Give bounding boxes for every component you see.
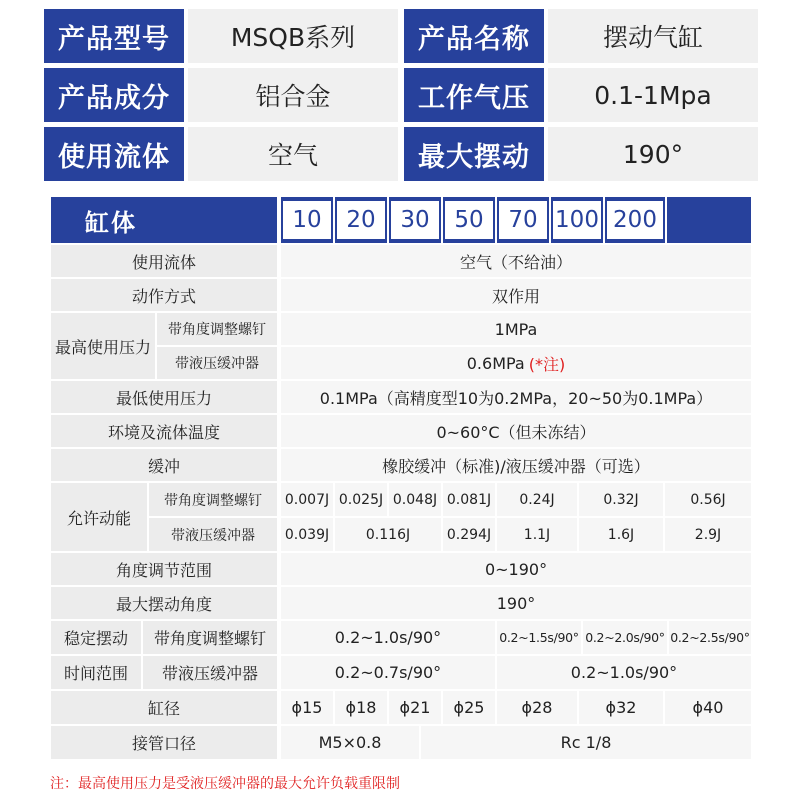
bore-50: 50 [445,201,493,239]
energy-damper-label: 带液压缓冲器 [149,518,277,551]
bore-header-70 [497,197,549,243]
max-angle-value: 190° [281,587,751,619]
bore-20: 20 [337,201,385,239]
table-title: 缸体 [51,197,277,243]
bore-diameter-100: ϕ32 [579,691,663,724]
bore-70: 70 [499,201,547,239]
action-row-label: 动作方式 [51,279,277,311]
stable-time-screw-label: 带角度调整螺钉 [143,621,277,654]
temperature-value: 0~60°C（但未冻结） [281,415,751,447]
angle-range-value: 0~190° [281,553,751,585]
bore-diameter-20: ϕ18 [335,691,387,724]
max-swing-value: 190° [548,127,758,181]
fluid-value: 空气 [188,127,398,181]
bore-200: 200 [607,201,663,239]
min-pressure-value: 0.1MPa（高精度型10为0.2MPa，20~50为0.1MPa） [281,381,751,413]
bore-diameter-10: ϕ15 [281,691,333,724]
bore-header-30 [389,197,441,243]
bore-header-200 [605,197,665,243]
spec-table [51,197,751,782]
bore-header-10 [281,197,333,243]
max-pressure-damper-label: 带液压缓冲器 [157,347,277,379]
bore-diameter-70: ϕ28 [497,691,577,724]
energy-screw-20: 0.025J [335,483,387,516]
energy-screw-50: 0.081J [443,483,495,516]
max-swing-label: 最大摆动 [404,127,544,181]
bore-30: 30 [391,201,439,239]
max-angle-label: 最大摆动角度 [51,587,277,619]
name-label: 产品名称 [404,9,544,63]
stable-time-damper-label: 带液压缓冲器 [143,656,277,689]
bore-diameter-30: ϕ21 [389,691,441,724]
energy-screw-10: 0.007J [281,483,333,516]
stable-time-label-line2: 时间范围 [51,656,141,689]
energy-damper-70: 1.1J [497,518,577,551]
bore-diameter-200: ϕ40 [665,691,751,724]
stable-time-screw-70: 0.2~1.5s/90° [497,621,581,654]
energy-damper-20-30: 0.116J [335,518,441,551]
cushion-label: 缓冲 [51,449,277,481]
cushion-value: 橡胶缓冲（标准)/液压缓冲器（可选） [281,449,751,481]
stable-time-label-line1: 稳定摆动 [51,621,141,654]
bore-10: 10 [283,201,331,239]
bore-100: 100 [553,201,601,239]
energy-damper-200: 2.9J [665,518,751,551]
bore-header-100 [551,197,603,243]
energy-damper-10: 0.039J [281,518,333,551]
energy-screw-200: 0.56J [665,483,751,516]
model-value: MSQB系列 [188,9,398,63]
fluid-label: 使用流体 [44,127,184,181]
bore-diameter-label: 缸径 [51,691,277,724]
material-value: 铝合金 [188,68,398,122]
action-row-value: 双作用 [281,279,751,311]
energy-screw-100: 0.32J [579,483,663,516]
min-pressure-label: 最低使用压力 [51,381,277,413]
bore-header-50 [443,197,495,243]
model-label: 产品型号 [44,9,184,63]
stable-time-screw-200: 0.2~2.5s/90° [669,621,751,654]
stable-time-screw-10-50: 0.2~1.0s/90° [281,621,495,654]
temperature-label: 环境及流体温度 [51,415,277,447]
header-filler [667,197,751,243]
footnote: 注：最高使用压力是受液压缓冲器的最大允许负载重限制 [50,776,400,792]
max-pressure-damper-value: 0.6MPa [466,353,525,373]
energy-label: 允许动能 [51,483,147,551]
port-label: 接管口径 [51,726,277,759]
port-value-large: Rc 1/8 [421,726,751,759]
fluid-row-label: 使用流体 [51,245,277,277]
energy-screw-70: 0.24J [497,483,577,516]
max-pressure-label: 最高使用压力 [51,313,155,379]
bore-diameter-50: ϕ25 [443,691,495,724]
pressure-value: 0.1-1Mpa [548,68,758,122]
fluid-row-value: 空气（不给油） [281,245,751,277]
port-value-small: M5×0.8 [281,726,419,759]
name-value: 摆动气缸 [548,9,758,63]
max-pressure-note-marker: (*注) [528,354,566,374]
stable-time-damper-70-200: 0.2~1.0s/90° [497,656,751,689]
energy-screw-label: 带角度调整螺钉 [149,483,277,516]
max-pressure-screw-label: 带角度调整螺钉 [157,313,277,345]
max-pressure-damper-cell [281,347,751,379]
energy-damper-100: 1.6J [579,518,663,551]
angle-range-label: 角度调节范围 [51,553,277,585]
bore-header-20 [335,197,387,243]
max-pressure-screw-value: 1MPa [281,313,751,345]
stable-time-damper-10-50: 0.2~0.7s/90° [281,656,495,689]
material-label: 产品成分 [44,68,184,122]
energy-damper-50: 0.294J [443,518,495,551]
stable-time-screw-100: 0.2~2.0s/90° [583,621,667,654]
pressure-label: 工作气压 [404,68,544,122]
energy-screw-30: 0.048J [389,483,441,516]
